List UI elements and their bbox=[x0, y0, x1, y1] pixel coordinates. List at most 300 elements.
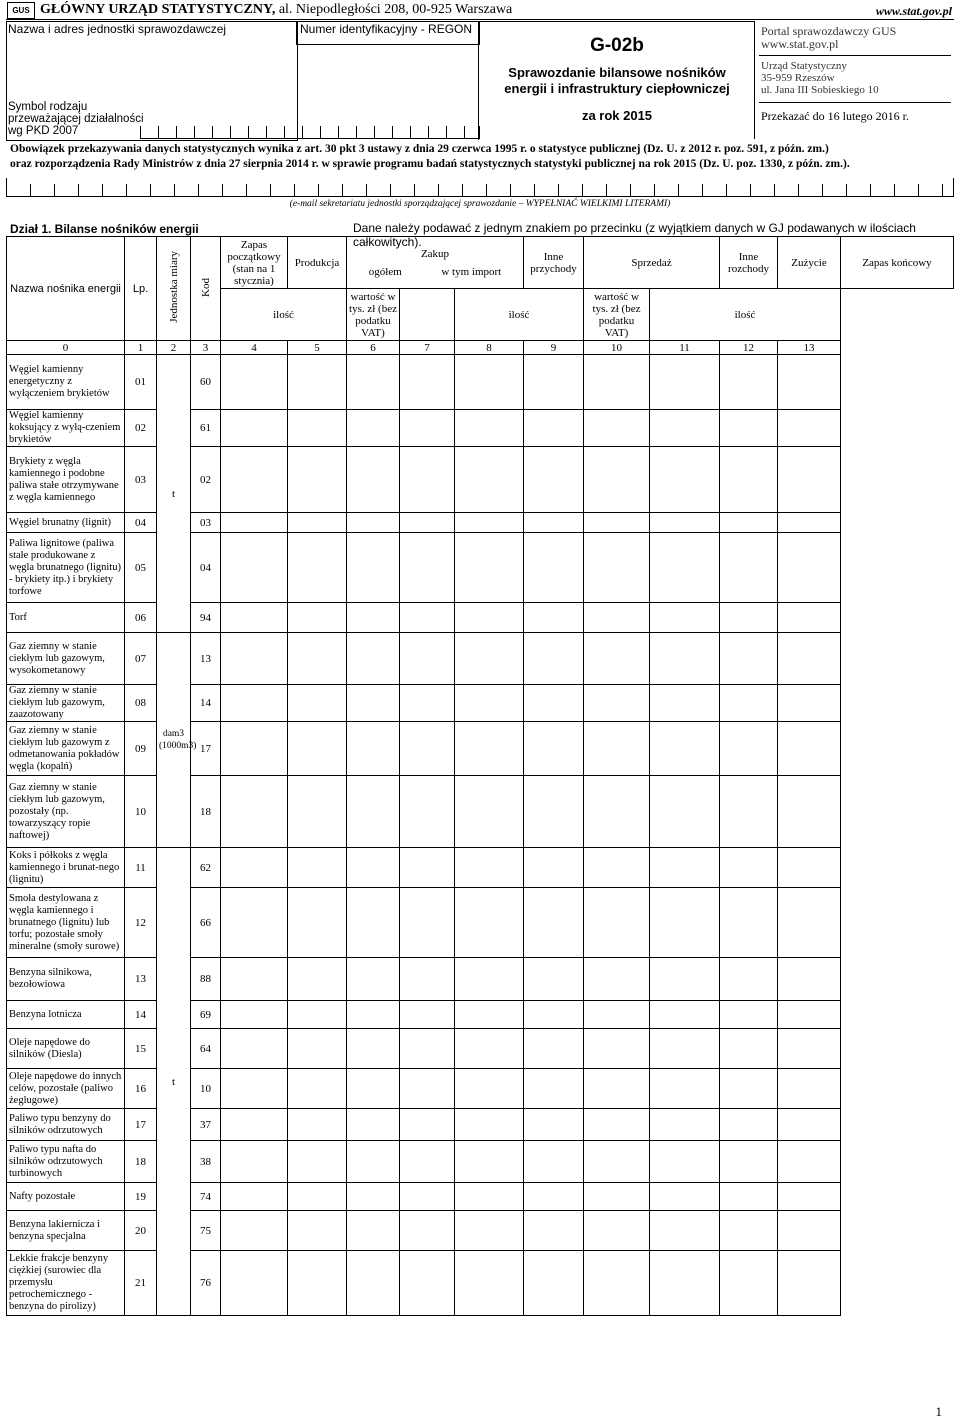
data-entry-cell[interactable] bbox=[347, 1211, 400, 1251]
data-entry-cell[interactable] bbox=[584, 888, 650, 958]
data-entry-cell[interactable] bbox=[400, 603, 455, 633]
data-entry-cell[interactable] bbox=[524, 1141, 584, 1183]
table-row bbox=[7, 888, 954, 958]
data-entry-cell[interactable] bbox=[778, 848, 841, 888]
table-row bbox=[7, 1251, 954, 1316]
data-entry-cell[interactable] bbox=[524, 355, 584, 410]
data-entry-cell[interactable] bbox=[650, 1109, 720, 1141]
row-lp: 20 bbox=[125, 1211, 157, 1251]
data-entry-cell[interactable] bbox=[524, 410, 584, 447]
data-entry-cell[interactable] bbox=[221, 685, 288, 722]
data-entry-cell[interactable] bbox=[720, 685, 778, 722]
data-entry-cell[interactable] bbox=[650, 447, 720, 513]
data-entry-cell[interactable] bbox=[524, 447, 584, 513]
data-entry-cell[interactable] bbox=[221, 888, 288, 958]
data-entry-cell[interactable] bbox=[584, 1069, 650, 1109]
data-entry-cell[interactable] bbox=[524, 1029, 584, 1069]
data-entry-cell[interactable] bbox=[650, 1141, 720, 1183]
col-number: 11 bbox=[650, 341, 720, 355]
data-entry-cell[interactable] bbox=[720, 1183, 778, 1211]
data-entry-cell[interactable] bbox=[778, 1029, 841, 1069]
data-entry-cell[interactable] bbox=[778, 1069, 841, 1109]
data-entry-cell[interactable] bbox=[221, 1251, 288, 1316]
data-entry-cell[interactable] bbox=[720, 513, 778, 533]
data-entry-cell[interactable] bbox=[650, 1211, 720, 1251]
email-field[interactable] bbox=[6, 178, 954, 197]
data-entry-cell[interactable] bbox=[221, 633, 288, 685]
data-entry-cell[interactable] bbox=[221, 533, 288, 603]
data-entry-cell[interactable] bbox=[288, 685, 347, 722]
row-lp: 17 bbox=[125, 1109, 157, 1141]
col-lp: Lp. bbox=[125, 237, 157, 341]
data-entry-cell[interactable] bbox=[720, 1141, 778, 1183]
data-entry-cell[interactable] bbox=[650, 958, 720, 1001]
data-entry-cell[interactable] bbox=[400, 410, 455, 447]
data-entry-cell[interactable] bbox=[584, 603, 650, 633]
col-closing: Zapas końcowy bbox=[841, 237, 954, 289]
row-code: 02 bbox=[191, 447, 221, 513]
data-entry-cell[interactable] bbox=[347, 848, 400, 888]
data-entry-cell[interactable] bbox=[650, 410, 720, 447]
row-code: 04 bbox=[191, 533, 221, 603]
row-code: 62 bbox=[191, 848, 221, 888]
data-entry-cell[interactable] bbox=[778, 1211, 841, 1251]
data-entry-cell[interactable] bbox=[400, 633, 455, 685]
data-entry-cell[interactable] bbox=[455, 722, 524, 776]
data-entry-cell[interactable] bbox=[650, 776, 720, 848]
data-entry-cell[interactable] bbox=[221, 776, 288, 848]
data-entry-cell[interactable] bbox=[400, 1069, 455, 1109]
row-code: 76 bbox=[191, 1251, 221, 1316]
row-lp: 03 bbox=[125, 447, 157, 513]
legal-notice: Obowiązek przekazywania danych statystycznych wynika z art. 30 pkt 3 ustawy z dnia 29 czerwca 1995 r. o statystyce publicznej (Dz. U. z 2012 r. poz. 591, z późn. zm.) oraz rozporządzenia Rady Ministrów z dnia 27 sierpnia 2014 r. w sprawie programu badań statystycznych statystyki publicznej na rok 2015 (Dz. U. poz. 1330, z późn. zm.). bbox=[10, 143, 850, 170]
submission-info bbox=[754, 21, 955, 139]
data-entry-cell[interactable] bbox=[455, 888, 524, 958]
data-entry-cell[interactable] bbox=[720, 888, 778, 958]
data-entry-cell[interactable] bbox=[347, 513, 400, 533]
col-consumption: Zużycie bbox=[778, 237, 841, 289]
data-entry-cell[interactable] bbox=[778, 410, 841, 447]
data-entry-cell[interactable] bbox=[584, 848, 650, 888]
carrier-name: Benzyna silnikowa, bezołowiowa bbox=[7, 958, 125, 1001]
data-entry-cell[interactable] bbox=[288, 447, 347, 513]
data-entry-cell[interactable] bbox=[778, 685, 841, 722]
table-row bbox=[7, 410, 954, 447]
data-entry-cell[interactable] bbox=[288, 633, 347, 685]
data-entry-cell[interactable] bbox=[650, 1183, 720, 1211]
data-entry-cell[interactable] bbox=[720, 355, 778, 410]
data-entry-cell[interactable] bbox=[584, 410, 650, 447]
row-code: 88 bbox=[191, 958, 221, 1001]
data-entry-cell[interactable] bbox=[455, 633, 524, 685]
data-entry-cell[interactable] bbox=[455, 776, 524, 848]
data-entry-cell[interactable] bbox=[455, 410, 524, 447]
table-row bbox=[7, 958, 954, 1001]
data-entry-cell[interactable] bbox=[778, 1251, 841, 1316]
data-entry-cell[interactable] bbox=[288, 1141, 347, 1183]
row-code: 14 bbox=[191, 685, 221, 722]
data-entry-cell[interactable] bbox=[400, 1109, 455, 1141]
data-entry-cell[interactable] bbox=[455, 1141, 524, 1183]
table-row bbox=[7, 1069, 954, 1109]
data-entry-cell[interactable] bbox=[584, 1001, 650, 1029]
carrier-name: Gaz ziemny w stanie ciekłym lub gazowym, pozostały (np. towarzyszący ropie naftowej) bbox=[7, 776, 125, 848]
col-number: 3 bbox=[191, 341, 221, 355]
data-entry-cell[interactable] bbox=[347, 1109, 400, 1141]
data-entry-cell[interactable] bbox=[400, 1211, 455, 1251]
data-entry-cell[interactable] bbox=[584, 633, 650, 685]
data-entry-cell[interactable] bbox=[584, 447, 650, 513]
data-entry-cell[interactable] bbox=[778, 533, 841, 603]
row-code: 37 bbox=[191, 1109, 221, 1141]
data-entry-cell[interactable] bbox=[455, 603, 524, 633]
data-entry-cell[interactable] bbox=[347, 722, 400, 776]
data-entry-cell[interactable] bbox=[720, 410, 778, 447]
data-entry-cell[interactable] bbox=[778, 1109, 841, 1141]
table-row bbox=[7, 1211, 954, 1251]
data-entry-cell[interactable] bbox=[400, 848, 455, 888]
data-entry-cell[interactable] bbox=[221, 410, 288, 447]
data-entry-cell[interactable] bbox=[650, 1069, 720, 1109]
data-entry-cell[interactable] bbox=[720, 958, 778, 1001]
row-code: 94 bbox=[191, 603, 221, 633]
data-entry-cell[interactable] bbox=[400, 1251, 455, 1316]
col-purchase: Zakup ogółem w tym import bbox=[347, 237, 524, 289]
data-entry-cell[interactable] bbox=[720, 776, 778, 848]
data-entry-cell[interactable] bbox=[221, 513, 288, 533]
data-entry-cell[interactable] bbox=[347, 1029, 400, 1069]
data-entry-cell[interactable] bbox=[221, 722, 288, 776]
row-code: 61 bbox=[191, 410, 221, 447]
office-header bbox=[40, 2, 512, 18]
data-entry-cell[interactable] bbox=[720, 1029, 778, 1069]
data-entry-cell[interactable] bbox=[778, 1141, 841, 1183]
page-number: 1 bbox=[935, 1404, 942, 1419]
data-entry-cell[interactable] bbox=[720, 1109, 778, 1141]
data-entry-cell[interactable] bbox=[650, 513, 720, 533]
data-entry-cell[interactable] bbox=[455, 958, 524, 1001]
data-entry-cell[interactable] bbox=[455, 1251, 524, 1316]
data-entry-cell[interactable] bbox=[221, 603, 288, 633]
data-entry-cell[interactable] bbox=[221, 1001, 288, 1029]
data-entry-cell[interactable] bbox=[455, 1183, 524, 1211]
data-entry-cell[interactable] bbox=[455, 1029, 524, 1069]
col-number: 9 bbox=[524, 341, 584, 355]
data-entry-cell[interactable] bbox=[584, 1211, 650, 1251]
row-code: 66 bbox=[191, 888, 221, 958]
data-entry-cell[interactable] bbox=[584, 533, 650, 603]
form-title-block bbox=[478, 21, 755, 140]
data-entry-cell[interactable] bbox=[584, 1251, 650, 1316]
data-entry-cell[interactable] bbox=[584, 722, 650, 776]
col-other-in: Inne przychody bbox=[524, 237, 584, 289]
row-lp: 05 bbox=[125, 533, 157, 603]
data-entry-cell[interactable] bbox=[400, 513, 455, 533]
data-entry-cell[interactable] bbox=[455, 1069, 524, 1109]
data-entry-cell[interactable] bbox=[720, 603, 778, 633]
carrier-name: Lekkie frakcje benzyny ciężkiej (surowiec dla przemysłu petrochemicznego - benzyna do pirolizy) bbox=[7, 1251, 125, 1316]
data-entry-cell[interactable] bbox=[650, 355, 720, 410]
data-entry-cell[interactable] bbox=[524, 533, 584, 603]
value-label-1: wartość w tys. zł (bez podatku VAT) bbox=[347, 289, 400, 341]
data-entry-cell[interactable] bbox=[650, 1251, 720, 1316]
carrier-name: Benzyna lakiernicza i benzyna specjalna bbox=[7, 1211, 125, 1251]
data-entry-cell[interactable] bbox=[650, 633, 720, 685]
data-entry-cell[interactable] bbox=[455, 1211, 524, 1251]
data-entry-cell[interactable] bbox=[221, 355, 288, 410]
energy-balance-table bbox=[6, 236, 954, 1316]
data-entry-cell[interactable] bbox=[288, 513, 347, 533]
data-entry-cell[interactable] bbox=[347, 776, 400, 848]
col-number: 1 bbox=[125, 341, 157, 355]
data-entry-cell[interactable] bbox=[524, 633, 584, 685]
site-url[interactable]: www.stat.gov.pl bbox=[875, 4, 952, 18]
qty-label-2: ilość bbox=[455, 289, 584, 341]
unit-of-measure: dam3 (1000m3) bbox=[157, 633, 191, 848]
col-number: 7 bbox=[400, 341, 455, 355]
qty-label-3: ilość bbox=[650, 289, 841, 341]
data-entry-cell[interactable] bbox=[347, 888, 400, 958]
data-entry-cell[interactable] bbox=[455, 1109, 524, 1141]
data-entry-cell[interactable] bbox=[288, 1029, 347, 1069]
col-number: 6 bbox=[347, 341, 400, 355]
row-lp: 14 bbox=[125, 1001, 157, 1029]
data-entry-cell[interactable] bbox=[455, 848, 524, 888]
data-entry-cell[interactable] bbox=[400, 1183, 455, 1211]
data-entry-cell[interactable] bbox=[347, 685, 400, 722]
portal-label: Portal sprawozdawczy GUS bbox=[761, 24, 897, 38]
row-code: 74 bbox=[191, 1183, 221, 1211]
data-entry-cell[interactable] bbox=[720, 1251, 778, 1316]
data-entry-cell[interactable] bbox=[778, 776, 841, 848]
data-entry-cell[interactable] bbox=[778, 888, 841, 958]
data-entry-cell[interactable] bbox=[650, 533, 720, 603]
data-entry-cell[interactable] bbox=[221, 958, 288, 1001]
col-number: 5 bbox=[288, 341, 347, 355]
data-entry-cell[interactable] bbox=[524, 1211, 584, 1251]
data-entry-cell[interactable] bbox=[524, 1109, 584, 1141]
data-entry-cell[interactable] bbox=[720, 533, 778, 603]
unit-of-measure: t bbox=[157, 848, 191, 1316]
data-entry-cell[interactable] bbox=[347, 533, 400, 603]
data-entry-cell[interactable] bbox=[778, 958, 841, 1001]
data-entry-cell[interactable] bbox=[650, 1029, 720, 1069]
carrier-name: Gaz ziemny w stanie ciekłym lub gazowym, zaazotowany bbox=[7, 685, 125, 722]
data-entry-cell[interactable] bbox=[778, 447, 841, 513]
data-entry-cell[interactable] bbox=[650, 1001, 720, 1029]
row-code: 60 bbox=[191, 355, 221, 410]
data-entry-cell[interactable] bbox=[347, 603, 400, 633]
value-label-2: wartość w tys. zł (bez podatku VAT) bbox=[584, 289, 650, 341]
data-entry-cell[interactable] bbox=[524, 1251, 584, 1316]
pkd-field[interactable] bbox=[140, 118, 480, 139]
data-entry-cell[interactable] bbox=[400, 447, 455, 513]
data-entry-cell[interactable] bbox=[650, 603, 720, 633]
data-entry-cell[interactable] bbox=[221, 447, 288, 513]
row-lp: 09 bbox=[125, 722, 157, 776]
data-entry-cell[interactable] bbox=[400, 776, 455, 848]
table-row bbox=[7, 1001, 954, 1029]
data-entry-cell[interactable] bbox=[221, 1029, 288, 1069]
data-entry-cell[interactable] bbox=[288, 1183, 347, 1211]
col-number: 4 bbox=[221, 341, 288, 355]
data-entry-cell[interactable] bbox=[720, 848, 778, 888]
carrier-name: Paliwo typu nafta do silników odrzutowych turbinowych bbox=[7, 1141, 125, 1183]
data-entry-cell[interactable] bbox=[455, 447, 524, 513]
data-entry-cell[interactable] bbox=[347, 1069, 400, 1109]
data-entry-cell[interactable] bbox=[720, 722, 778, 776]
portal-url[interactable]: www.stat.gov.pl bbox=[761, 37, 839, 51]
data-entry-cell[interactable] bbox=[720, 1069, 778, 1109]
data-entry-cell[interactable] bbox=[720, 1001, 778, 1029]
data-entry-cell[interactable] bbox=[524, 848, 584, 888]
row-lp: 15 bbox=[125, 1029, 157, 1069]
data-entry-cell[interactable] bbox=[524, 1183, 584, 1211]
data-entry-cell[interactable] bbox=[455, 1001, 524, 1029]
col-other-out: Inne rozchody bbox=[720, 237, 778, 289]
data-entry-cell[interactable] bbox=[524, 513, 584, 533]
data-entry-cell[interactable] bbox=[524, 958, 584, 1001]
row-code: 75 bbox=[191, 1211, 221, 1251]
row-lp: 19 bbox=[125, 1183, 157, 1211]
data-entry-cell[interactable] bbox=[221, 1069, 288, 1109]
data-entry-cell[interactable] bbox=[347, 1251, 400, 1316]
data-entry-cell[interactable] bbox=[778, 355, 841, 410]
data-entry-cell[interactable] bbox=[584, 355, 650, 410]
data-entry-cell[interactable] bbox=[221, 1109, 288, 1141]
data-entry-cell[interactable] bbox=[288, 410, 347, 447]
table-row bbox=[7, 776, 954, 848]
data-entry-cell[interactable] bbox=[524, 776, 584, 848]
row-lp: 06 bbox=[125, 603, 157, 633]
data-entry-cell[interactable] bbox=[400, 958, 455, 1001]
col-sales: Sprzedaż bbox=[584, 237, 720, 289]
data-entry-cell[interactable] bbox=[288, 1211, 347, 1251]
data-entry-cell[interactable] bbox=[400, 533, 455, 603]
data-entry-cell[interactable] bbox=[778, 722, 841, 776]
data-entry-cell[interactable] bbox=[400, 1001, 455, 1029]
data-entry-cell[interactable] bbox=[400, 685, 455, 722]
data-entry-cell[interactable] bbox=[347, 958, 400, 1001]
data-entry-cell[interactable] bbox=[400, 1141, 455, 1183]
data-entry-cell[interactable] bbox=[288, 1069, 347, 1109]
data-entry-cell[interactable] bbox=[347, 1183, 400, 1211]
row-lp: 13 bbox=[125, 958, 157, 1001]
data-entry-cell[interactable] bbox=[584, 513, 650, 533]
carrier-name: Gaz ziemny w stanie ciekłym lub gazowym z odmetanowania pokładów węgla (kopalń) bbox=[7, 722, 125, 776]
data-entry-cell[interactable] bbox=[455, 513, 524, 533]
table-row bbox=[7, 1183, 954, 1211]
data-entry-cell[interactable] bbox=[524, 685, 584, 722]
data-entry-cell[interactable] bbox=[778, 513, 841, 533]
data-entry-cell[interactable] bbox=[584, 1183, 650, 1211]
data-entry-cell[interactable] bbox=[720, 633, 778, 685]
data-entry-cell[interactable] bbox=[650, 685, 720, 722]
row-code: 38 bbox=[191, 1141, 221, 1183]
data-entry-cell[interactable] bbox=[584, 1109, 650, 1141]
data-entry-cell[interactable] bbox=[288, 1251, 347, 1316]
data-entry-cell[interactable] bbox=[347, 410, 400, 447]
office-address: al. Niepodległości 208, 00-925 Warszawa bbox=[278, 2, 513, 17]
data-entry-cell[interactable] bbox=[778, 1001, 841, 1029]
data-entry-cell[interactable] bbox=[288, 848, 347, 888]
deadline: Przekazać do 16 lutego 2016 r. bbox=[761, 109, 909, 123]
data-entry-cell[interactable] bbox=[347, 1001, 400, 1029]
data-entry-cell[interactable] bbox=[221, 1211, 288, 1251]
data-entry-cell[interactable] bbox=[584, 1141, 650, 1183]
carrier-name: Oleje napędowe do silników (Diesla) bbox=[7, 1029, 125, 1069]
data-entry-cell[interactable] bbox=[524, 1001, 584, 1029]
col-code: Kod bbox=[191, 237, 221, 341]
data-entry-cell[interactable] bbox=[288, 1109, 347, 1141]
data-entry-cell[interactable] bbox=[455, 533, 524, 603]
qty-label-1: ilość bbox=[221, 289, 347, 341]
data-entry-cell[interactable] bbox=[288, 603, 347, 633]
row-code: 69 bbox=[191, 1001, 221, 1029]
section-title: Dział 1. Bilanse nośników energii bbox=[10, 222, 199, 236]
carrier-name: Gaz ziemny w stanie ciekłym lub gazowym, wysokometanowy bbox=[7, 633, 125, 685]
data-entry-cell[interactable] bbox=[720, 447, 778, 513]
row-code: 17 bbox=[191, 722, 221, 776]
data-entry-cell[interactable] bbox=[650, 848, 720, 888]
data-entry-cell[interactable] bbox=[650, 722, 720, 776]
table-row bbox=[7, 1029, 954, 1069]
data-entry-cell[interactable] bbox=[778, 633, 841, 685]
data-entry-cell[interactable] bbox=[584, 1029, 650, 1069]
data-entry-cell[interactable] bbox=[400, 888, 455, 958]
carrier-name: Nafty pozostałe bbox=[7, 1183, 125, 1211]
data-entry-cell[interactable] bbox=[221, 848, 288, 888]
data-entry-cell[interactable] bbox=[288, 355, 347, 410]
form-year: za rok 2015 bbox=[581, 108, 653, 123]
data-entry-cell[interactable] bbox=[288, 888, 347, 958]
data-entry-cell[interactable] bbox=[400, 1029, 455, 1069]
data-entry-cell[interactable] bbox=[524, 1069, 584, 1109]
data-entry-cell[interactable] bbox=[455, 355, 524, 410]
data-entry-cell[interactable] bbox=[400, 355, 455, 410]
data-entry-cell[interactable] bbox=[347, 1141, 400, 1183]
data-entry-cell[interactable] bbox=[288, 722, 347, 776]
data-entry-cell[interactable] bbox=[584, 776, 650, 848]
data-entry-cell[interactable] bbox=[221, 1141, 288, 1183]
data-entry-cell[interactable] bbox=[347, 633, 400, 685]
data-entry-cell[interactable] bbox=[288, 958, 347, 1001]
data-entry-cell[interactable] bbox=[288, 1001, 347, 1029]
data-entry-cell[interactable] bbox=[347, 447, 400, 513]
data-entry-cell[interactable] bbox=[584, 685, 650, 722]
data-entry-cell[interactable] bbox=[400, 722, 455, 776]
data-entry-cell[interactable] bbox=[288, 776, 347, 848]
data-entry-cell[interactable] bbox=[778, 1183, 841, 1211]
row-lp: 11 bbox=[125, 848, 157, 888]
data-entry-cell[interactable] bbox=[650, 888, 720, 958]
carrier-name: Brykiety z węgla kamiennego i podobne paliwa stałe otrzymywane z węgla kamiennego bbox=[7, 447, 125, 513]
data-entry-cell[interactable] bbox=[524, 888, 584, 958]
data-entry-cell[interactable] bbox=[455, 685, 524, 722]
data-entry-cell[interactable] bbox=[778, 603, 841, 633]
email-caption: (e-mail sekretariatu jednostki sporządzającej sprawozdanie – WYPEŁNIAĆ WIELKIMI LITERAMI) bbox=[289, 199, 671, 209]
data-entry-cell[interactable] bbox=[288, 533, 347, 603]
data-entry-cell[interactable] bbox=[584, 958, 650, 1001]
data-entry-cell[interactable] bbox=[524, 603, 584, 633]
data-entry-cell[interactable] bbox=[720, 1211, 778, 1251]
data-entry-cell[interactable] bbox=[347, 355, 400, 410]
data-entry-cell[interactable] bbox=[524, 722, 584, 776]
table-row bbox=[7, 848, 954, 888]
row-lp: 04 bbox=[125, 513, 157, 533]
carrier-name: Paliwa lignitowe (paliwa stałe produkowane z węgla brunatnego (lignitu) - brykiety itp.) i brykiety torfowe bbox=[7, 533, 125, 603]
data-entry-cell[interactable] bbox=[221, 1183, 288, 1211]
